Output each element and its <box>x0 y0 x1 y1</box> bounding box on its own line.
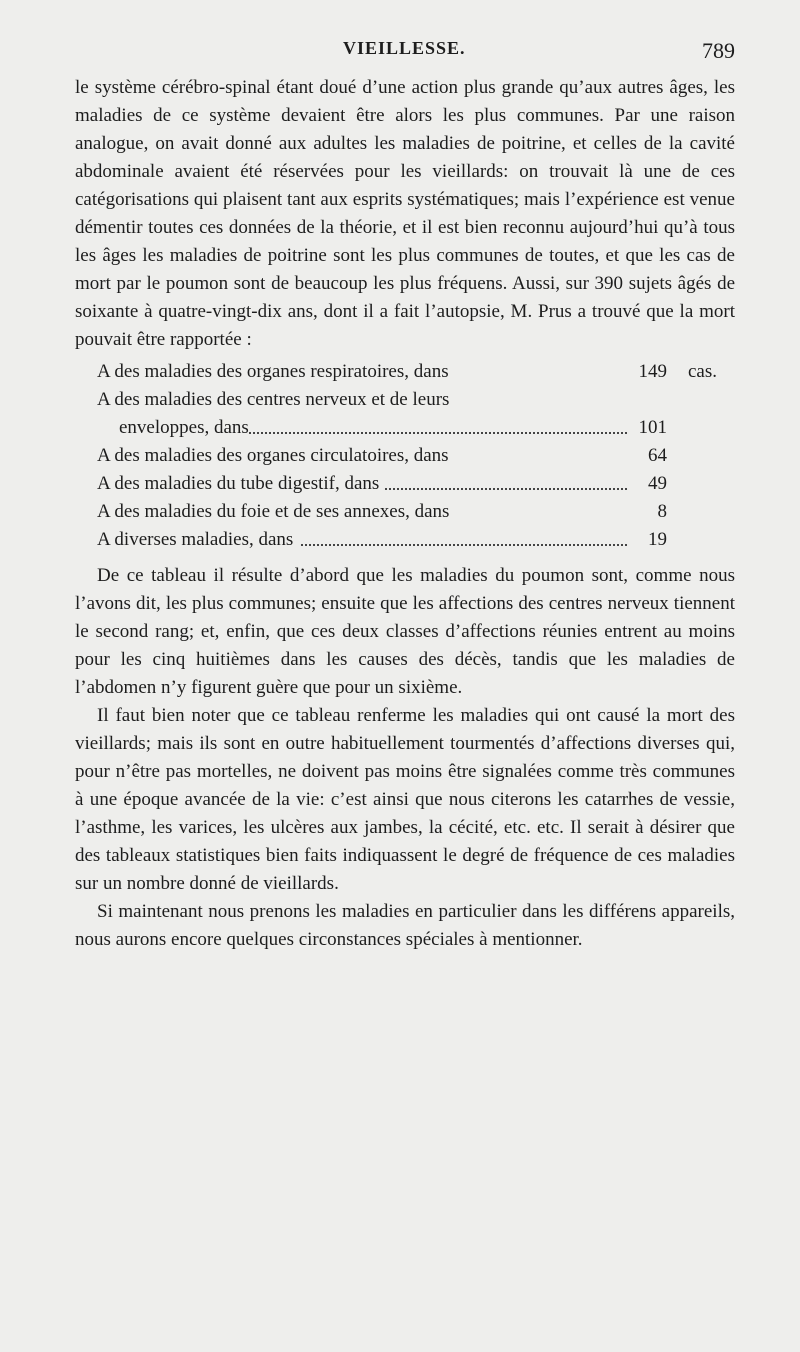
table-row <box>75 442 735 470</box>
table-row <box>75 358 735 386</box>
table-row-label: A des maladies du foie et de ses annexes, dans <box>97 501 455 522</box>
mortality-table <box>75 358 735 554</box>
table-row-count: 149 <box>627 358 667 386</box>
table-row-label: A des maladies des centres nerveux et de leurs <box>97 389 455 410</box>
table-row-count: 64 <box>627 442 667 470</box>
paragraph-4: Si maintenant nous prenons les maladies en particulier dans les différens appareils, nous aurons encore quelques circonstances spéciales à mentionner. <box>75 901 735 950</box>
paragraph-3: Il faut bien noter que ce tableau renferme les maladies qui ont causé la mort des vieillards; mais ils sont en outre habituellement tourmentés d’affections diverses qui, pour n’être pas mortelles, ne doivent pas moins être signalées comme très communes à une époque avancée de la vie: c’est ainsi que nous citerons les catarrhes de vessie, l’asthme, les varices, les ulcères aux jambes, la cécité, etc. etc. Il serait à désirer que des tableaux statistiques bien faits indiquassent le degré de fréquence de ces maladies sur un nombre donné de vieillards. <box>75 705 735 894</box>
table-row <box>75 386 735 442</box>
paragraph-2: De ce tableau il résulte d’abord que les maladies du poumon sont, comme nous l’avons dit, les plus communes; ensuite que les affections des centres nerveux tiennent le second rang; et, enfin, que ces deux classes d’affections réunies entrent au moins pour les cinq huitièmes dans les causes des décès, tandis que les maladies de l’abdomen n’y figurent guère que pour un sixième. <box>75 565 735 698</box>
table-row-count: 101 <box>627 414 667 442</box>
table-row-label: A des maladies des organes circulatoires, dans <box>97 445 455 466</box>
paragraph-1: le système cérébro-spinal étant doué d’une action plus grande qu’aux autres âges, les maladies de ce système devaient être alors les plus communes. Par une raison analogue, on avait donné aux adultes les maladies de poitrine, et celles de la cavité abdominale avaient été réservées pour les vieillards: on trouvait là une de ces catégorisations qui plaisent tant aux esprits systématiques; mais l’expérience est venue démentir toutes ces données de la théorie, et il est bien reconnu aujourd’hui qu’à tous les âges les maladies de poitrine sont les plus communes de toutes, et que les cas de mort par le poumon sont de beaucoup les plus fréquens. Aussi, sur 390 sujets âgés de soixante à quatre-vingt-dix ans, dont il a fait l’autopsie, M. Prus a trouvé que la mort pouvait être rapportée : <box>75 77 735 350</box>
table-row <box>75 470 735 498</box>
table-row-label: A des maladies du tube digestif, dans <box>97 473 385 494</box>
table-row-label: A des maladies des organes respiratoires, dans <box>97 361 455 382</box>
running-head: VIEILLESSE. <box>343 38 466 58</box>
page-number: 789 <box>702 38 735 63</box>
table-row-label-continued: enveloppes, dans <box>97 414 249 442</box>
table-row <box>75 498 735 526</box>
table-row-label: A diverses maladies, dans <box>97 529 299 550</box>
table-row-count: 8 <box>627 498 667 526</box>
table-row-count: 19 <box>627 526 667 554</box>
body-text <box>75 74 735 954</box>
page-header <box>75 38 735 68</box>
table-row <box>75 526 735 554</box>
table-unit: cas. <box>687 361 717 382</box>
table-row-count: 49 <box>627 470 667 498</box>
